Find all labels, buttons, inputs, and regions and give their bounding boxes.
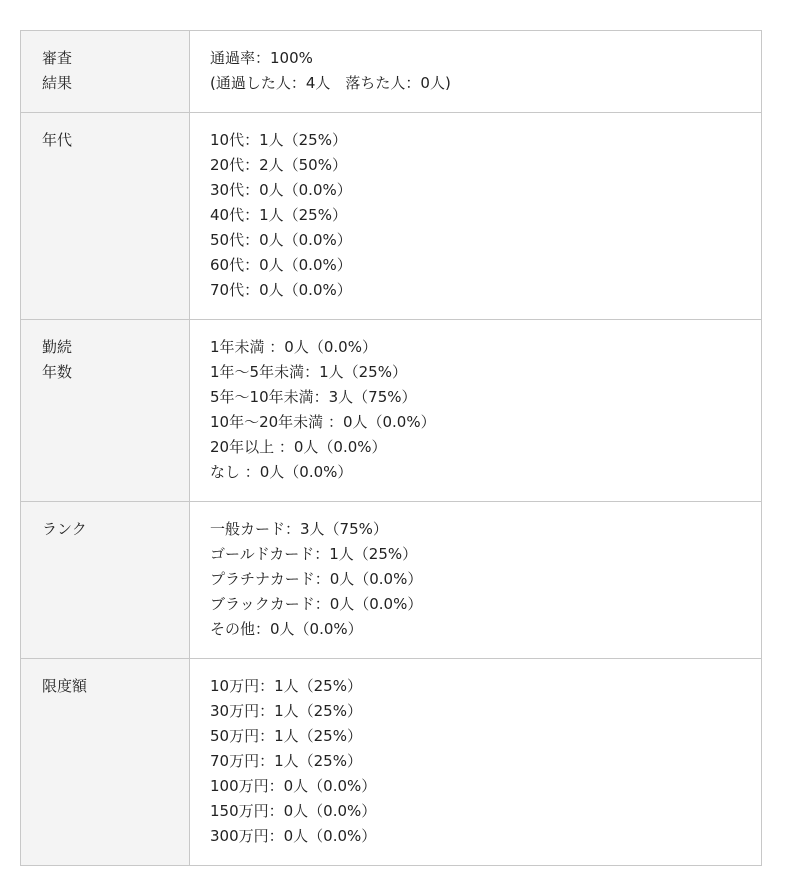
value-line: 10代：1人（25%） [210, 131, 347, 149]
table-row-age-group [21, 113, 762, 320]
value-line: 40代：1人（25%） [210, 206, 347, 224]
table-row-screening-result [21, 31, 762, 113]
value-line: 30代：0人（0.0%） [210, 181, 352, 199]
row-header [21, 31, 190, 113]
value-line: 一般カード：3人（75%） [210, 520, 388, 538]
table-row-card-rank [21, 502, 762, 659]
value-line: 10万円：1人（25%） [210, 677, 362, 695]
value-line: 100万円：0人（0.0%） [210, 777, 377, 795]
table-row-years-employed [21, 320, 762, 502]
value-line: 70万円：1人（25%） [210, 752, 362, 770]
row-values [190, 31, 762, 113]
value-line: 150万円：0人（0.0%） [210, 802, 377, 820]
row-header-line: 審査 [42, 49, 73, 67]
row-values [190, 320, 762, 502]
row-header-line: 勤続 [42, 338, 73, 356]
value-line: 50代：0人（0.0%） [210, 231, 352, 249]
row-header [21, 502, 190, 659]
value-line: 10年〜20年未満 ：0人（0.0%） [210, 413, 436, 431]
value-line: 60代：0人（0.0%） [210, 256, 352, 274]
table-row-credit-limit [21, 659, 762, 866]
value-line: 1年未満 ：0人（0.0%） [210, 338, 377, 356]
value-line: 5年〜10年未満：3人（75%） [210, 388, 417, 406]
row-header [21, 320, 190, 502]
row-header-line: 結果 [42, 74, 73, 92]
value-line: 通過率：100% [210, 49, 313, 67]
row-header [21, 659, 190, 866]
value-line: ブラックカード：0人（0.0%） [210, 595, 423, 613]
row-header-line: ランク [42, 520, 87, 538]
value-line: 20代：2人（50%） [210, 156, 347, 174]
value-line: プラチナカード：0人（0.0%） [210, 570, 423, 588]
row-values [190, 659, 762, 866]
row-header [21, 113, 190, 320]
value-line: (通過した人：4人 落ちた人：0人) [210, 74, 451, 92]
value-line: ゴールドカード：1人（25%） [210, 545, 418, 563]
row-header-line: 年代 [42, 131, 73, 149]
value-line: 30万円：1人（25%） [210, 702, 362, 720]
value-line: 70代：0人（0.0%） [210, 281, 352, 299]
value-line: 20年以上 ：0人（0.0%） [210, 438, 387, 456]
row-values [190, 113, 762, 320]
value-line: 300万円：0人（0.0%） [210, 827, 377, 845]
row-header-line: 年数 [42, 363, 73, 381]
row-header-line: 限度額 [42, 677, 88, 695]
stats-table [20, 30, 762, 866]
value-line: 1年〜5年未満：1人（25%） [210, 363, 407, 381]
value-line: なし ：0人（0.0%） [210, 463, 353, 481]
row-values [190, 502, 762, 659]
value-line: その他：0人（0.0%） [210, 620, 363, 638]
value-line: 50万円：1人（25%） [210, 727, 362, 745]
